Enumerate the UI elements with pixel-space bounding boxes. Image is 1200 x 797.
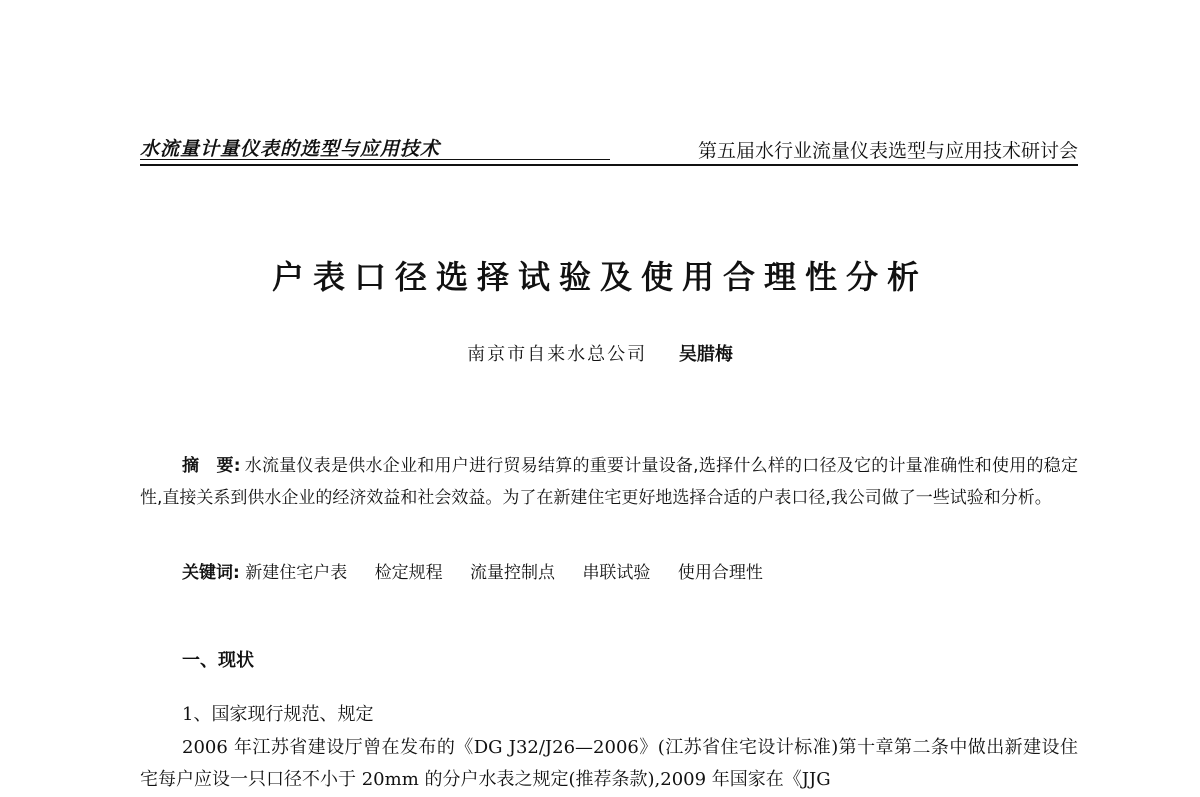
header-book-title: 水流量计量仪表的选型与应用技术 xyxy=(140,138,441,160)
subsection-heading: 1、国家现行规范、规定 xyxy=(182,704,374,725)
header-underline xyxy=(140,159,610,160)
author-name: 吴腊梅 xyxy=(678,344,733,365)
keyword: 检定规程 xyxy=(374,563,443,583)
keywords xyxy=(182,558,785,583)
keyword: 流量控制点 xyxy=(470,563,556,583)
header-conference-title: 第五届水行业流量仪表选型与应用技术研讨会 xyxy=(697,140,1078,162)
keyword: 使用合理性 xyxy=(677,563,763,583)
keyword: 串联试验 xyxy=(582,563,651,583)
body-paragraph-text: 2006 年江苏省建设厅曾在发布的《DG J32/J26—2006》(江苏省住宅设计标准)第十章第二条中做出新建设住宅每户应设一只口径不小于 20mm 的分户水表之规定(推荐条款),2009 年国家在《JJG xyxy=(140,737,1078,790)
keyword: 新建住宅户表 xyxy=(245,563,348,583)
section-heading: 一、现状 xyxy=(182,650,254,671)
running-header xyxy=(140,128,1078,166)
author-organization: 南京市自来水总公司 xyxy=(467,344,648,365)
keywords-label: 关键词: xyxy=(182,563,240,583)
abstract-text: 水流量仪表是供水企业和用户进行贸易结算的重要计量设备,选择什么样的口径及它的计量准确性和使用的稳定性,直接关系到供水企业的经济效益和社会效益。为了在新建住宅更好地选择合适的户表口径,我公司做了一些试验和分析。 xyxy=(140,456,1078,508)
abstract-label: 摘 要: xyxy=(182,456,241,476)
body-paragraph xyxy=(140,732,1078,796)
author-line xyxy=(0,340,1200,366)
abstract xyxy=(140,450,1078,514)
paper-title: 户表口径选择试验及使用合理性分析 xyxy=(271,258,928,296)
